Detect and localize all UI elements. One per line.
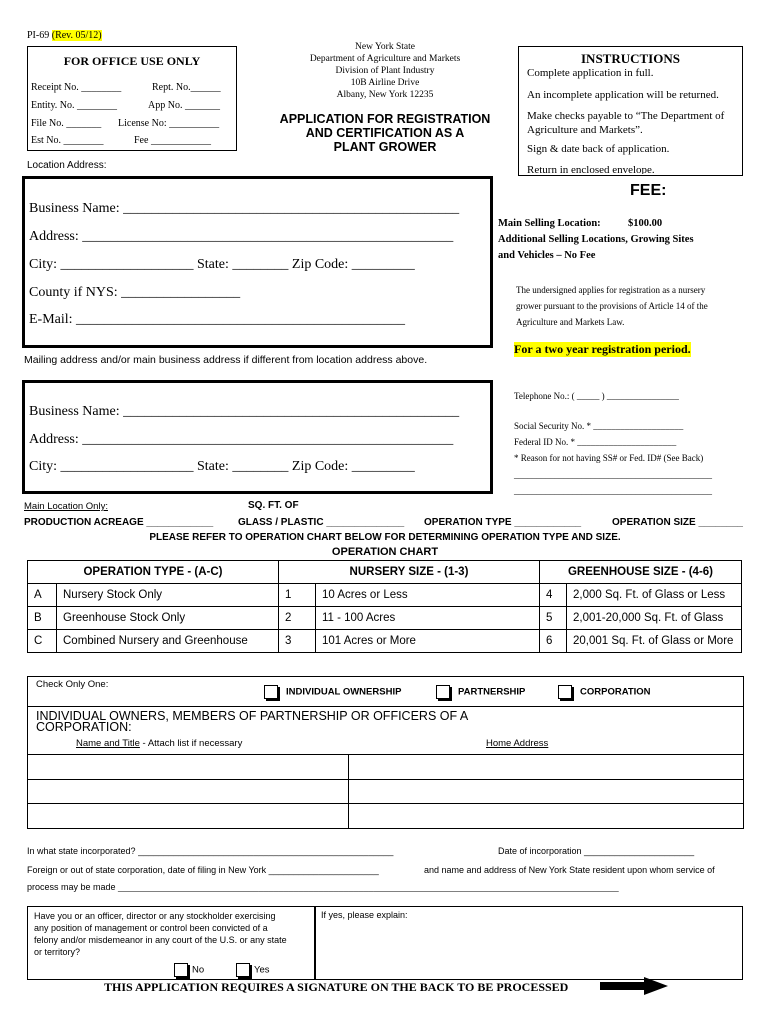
location-business-name-field[interactable]: Business Name: ________________________________________________	[29, 201, 460, 216]
individual-ownership-checkbox[interactable]	[264, 685, 278, 699]
owner-entry-row[interactable]	[27, 779, 744, 804]
mailing-address-box	[22, 380, 493, 494]
location-address-box	[22, 176, 493, 348]
agency-line: New York State	[355, 42, 415, 52]
instructions-title: INSTRUCTIONS	[581, 51, 680, 66]
header-greenhouse-size: GREENHOUSE SIZE - (4-6)	[539, 561, 741, 584]
attach-list-note: - Attach list if necessary	[139, 738, 243, 749]
operation-type-code: A	[28, 584, 57, 607]
operation-type-code: C	[28, 630, 57, 653]
greenhouse-size-code: 6	[539, 630, 566, 653]
office-use-box	[27, 46, 237, 151]
nursery-size-code: 1	[278, 584, 315, 607]
explain-label: If yes, please explain:	[321, 910, 408, 920]
form-id	[27, 30, 102, 41]
declaration-text	[516, 282, 708, 330]
partnership-option[interactable]	[436, 685, 525, 699]
ssn-field[interactable]: Social Security No. * ____________________	[514, 421, 684, 431]
conviction-yes-option[interactable]	[236, 963, 270, 977]
corporation-checkbox[interactable]	[558, 685, 572, 699]
conviction-question	[34, 910, 287, 958]
name-and-title-label: Name and Title	[76, 738, 140, 749]
operation-type-desc: Combined Nursery and Greenhouse	[57, 630, 279, 653]
name-title-header	[76, 738, 242, 749]
fee-title: FEE:	[630, 182, 667, 199]
greenhouse-size-desc: 2,000 Sq. Ft. of Glass or Less	[566, 584, 741, 607]
operation-chart-title: OPERATION CHART	[331, 546, 439, 558]
location-address-label: Location Address:	[27, 160, 107, 171]
instructions-box	[518, 46, 743, 176]
additional-locations-text: Additional Selling Locations, Growing Sites	[498, 234, 694, 245]
sqft-of-label: SQ. FT. OF	[248, 500, 299, 511]
owners-title-line: INDIVIDUAL OWNERS, MEMBERS OF PARTNERSHIP OR OFFICERS OF A	[36, 709, 469, 723]
conviction-question-line: any position of management or control been convicted of a	[34, 923, 268, 933]
incorporation-state-field[interactable]: In what state incorporated? ___________________________________________________	[27, 846, 394, 856]
vehicles-no-fee-text: and Vehicles – No Fee	[498, 250, 596, 261]
service-of-process-label: and name and address of New York State resident upon whom service of	[424, 865, 715, 875]
nursery-size-desc: 10 Acres or Less	[315, 584, 539, 607]
instruction-item: Complete application in full.	[527, 67, 654, 79]
agency-line: Division of Plant Industry	[335, 66, 435, 76]
instruction-item	[527, 109, 724, 137]
form-number: PI-69	[27, 30, 50, 41]
page-title	[270, 112, 500, 154]
instruction-item: Return in enclosed envelope.	[527, 164, 655, 174]
agency-line: Albany, New York 12235	[336, 90, 434, 100]
row-divider	[348, 779, 349, 803]
receipt-no-field[interactable]: Receipt No. ________	[31, 82, 122, 93]
incorporation-date-field[interactable]: Date of incorporation ______________________	[498, 846, 695, 856]
reason-label: * Reason for not having SS# or Fed. ID# (See Back)	[514, 453, 704, 463]
agency-line: Department of Agriculture and Markets	[309, 54, 461, 64]
foreign-filing-date-field[interactable]: Foreign or out of state corporation, date of filing in New York ______________________	[27, 865, 379, 875]
mailing-address-label: Mailing address and/or main business address if different from location address above.	[24, 354, 428, 366]
production-acreage-field[interactable]: PRODUCTION ACREAGE ____________	[24, 517, 214, 528]
app-no-field[interactable]: App No. _______	[148, 100, 220, 111]
owners-title	[36, 711, 468, 733]
operation-chart-table	[27, 560, 742, 653]
file-no-field[interactable]: File No. _______	[31, 118, 102, 129]
individual-ownership-option[interactable]	[264, 685, 401, 699]
main-selling-location-label: Main Selling Location:	[498, 218, 601, 229]
operation-type-desc: Greenhouse Stock Only	[57, 607, 279, 630]
nursery-size-desc: 101 Acres or More	[315, 630, 539, 653]
service-of-process-field[interactable]: process may be made ____________________________________________________________________________________________________	[27, 882, 619, 892]
row-divider	[348, 755, 349, 779]
main-selling-fee: $100.00	[628, 218, 663, 229]
license-no-field[interactable]: License No: __________	[118, 118, 220, 129]
mailing-city-state-zip-field[interactable]: City: ___________________ State: ________ Zip Code: _________	[29, 459, 415, 474]
greenhouse-size-desc: 20,001 Sq. Ft. of Glass or More	[566, 630, 741, 653]
instruction-item: Sign & date back of application.	[527, 143, 670, 155]
conviction-yes-checkbox[interactable]	[236, 963, 250, 977]
operation-chart-header-row	[28, 561, 742, 584]
conviction-no-option[interactable]	[174, 963, 204, 977]
location-county-field[interactable]: County if NYS: _________________	[29, 285, 241, 300]
location-address-field[interactable]: Address: _____________________________________________________	[29, 229, 454, 244]
nursery-size-code: 2	[278, 607, 315, 630]
fee-field[interactable]: Fee ____________	[134, 135, 211, 146]
partnership-label: PARTNERSHIP	[458, 686, 526, 698]
operation-type-desc: Nursery Stock Only	[57, 584, 279, 607]
federal-id-field[interactable]: Federal ID No. * ______________________	[514, 437, 677, 447]
greenhouse-size-code: 4	[539, 584, 566, 607]
owner-entry-row[interactable]	[27, 804, 744, 829]
corporation-option[interactable]	[558, 685, 651, 699]
arrow-right-icon	[600, 976, 670, 996]
check-only-one-label: Check Only One:	[36, 679, 109, 690]
reason-line[interactable]: ____________________________________________	[514, 470, 712, 480]
registration-period: For a two year registration period.	[514, 342, 691, 356]
yes-label: Yes	[254, 964, 270, 976]
telephone-field[interactable]: Telephone No.: ( _____ ) ________________	[514, 391, 679, 401]
no-label: No	[192, 964, 205, 976]
glass-plastic-field[interactable]: GLASS / PLASTIC ______________	[238, 517, 405, 528]
refer-chart-note: PLEASE REFER TO OPERATION CHART BELOW FOR DETERMINING OPERATION TYPE AND SIZE.	[149, 532, 621, 543]
location-city-state-zip-field[interactable]: City: ___________________ State: ________ Zip Code: _________	[29, 257, 415, 272]
office-use-title: FOR OFFICE USE ONLY	[63, 54, 201, 68]
operation-chart-row	[28, 584, 742, 607]
title-line: APPLICATION FOR REGISTRATION	[279, 112, 491, 126]
location-email-field[interactable]: E-Mail: _______________________________________________	[29, 312, 406, 327]
owners-title-line: CORPORATION:	[36, 720, 132, 734]
conviction-question-line: or territory?	[34, 947, 81, 957]
owners-header-box	[27, 706, 744, 755]
nursery-size-code: 3	[278, 630, 315, 653]
conviction-question-box	[27, 906, 316, 980]
rept-no-field[interactable]: Rept. No.______	[152, 82, 221, 93]
operation-chart-row	[28, 630, 742, 653]
agency-address	[290, 41, 480, 101]
operation-type-field[interactable]: OPERATION TYPE ____________	[424, 517, 582, 528]
revision-date: (Rev. 05/12)	[51, 30, 102, 41]
operation-type-code: B	[28, 607, 57, 630]
instruction-line: Make checks payable to “The Department of	[527, 110, 725, 122]
greenhouse-size-desc: 2,001-20,000 Sq. Ft. of Glass	[566, 607, 741, 630]
declaration-line: The undersigned applies for registration as a nursery	[516, 285, 706, 295]
declaration-line: Agriculture and Markets Law.	[516, 317, 625, 327]
declaration-line: grower pursuant to the provisions of Article 14 of the	[516, 301, 708, 311]
title-line: PLANT GROWER	[333, 140, 437, 154]
main-location-only-label: Main Location Only:	[24, 501, 108, 512]
home-address-header: Home Address	[486, 738, 549, 749]
individual-ownership-label: INDIVIDUAL OWNERSHIP	[286, 686, 402, 698]
est-no-field[interactable]: Est No. ________	[31, 135, 104, 146]
conviction-no-checkbox[interactable]	[174, 963, 188, 977]
instruction-item: An incomplete application will be returned.	[527, 89, 719, 101]
signature-required-notice: THIS APPLICATION REQUIRES A SIGNATURE ON THE BACK TO BE PROCESSED	[104, 980, 569, 994]
agency-line: 10B Airline Drive	[350, 78, 420, 88]
greenhouse-size-code: 5	[539, 607, 566, 630]
conviction-question-line: felony and/or misdemeanor in any court of the U.S. or any state	[34, 935, 287, 945]
corporation-label: CORPORATION	[580, 686, 651, 698]
header-operation-type: OPERATION TYPE - (A-C)	[28, 561, 279, 584]
conviction-question-line: Have you or an officer, director or any stockholder exercising	[34, 911, 276, 921]
nursery-size-desc: 11 - 100 Acres	[315, 607, 539, 630]
row-divider	[348, 804, 349, 828]
reason-line[interactable]: ____________________________________________	[514, 486, 712, 496]
operation-chart-row	[28, 607, 742, 630]
owner-entry-row[interactable]	[27, 754, 744, 780]
explain-box[interactable]	[314, 906, 743, 980]
operation-size-field[interactable]: OPERATION SIZE ________	[612, 517, 743, 528]
mailing-business-name-field[interactable]: Business Name: ________________________________________________	[29, 404, 460, 419]
instruction-line: Agriculture and Markets”.	[527, 124, 643, 136]
title-line: AND CERTIFICATION AS A	[305, 126, 465, 140]
header-nursery-size: NURSERY SIZE - (1-3)	[278, 561, 539, 584]
mailing-address-field[interactable]: Address: _____________________________________________________	[29, 432, 454, 447]
ownership-check-box	[27, 676, 744, 707]
entity-no-field[interactable]: Entity. No. ________	[31, 100, 118, 111]
partnership-checkbox[interactable]	[436, 685, 450, 699]
